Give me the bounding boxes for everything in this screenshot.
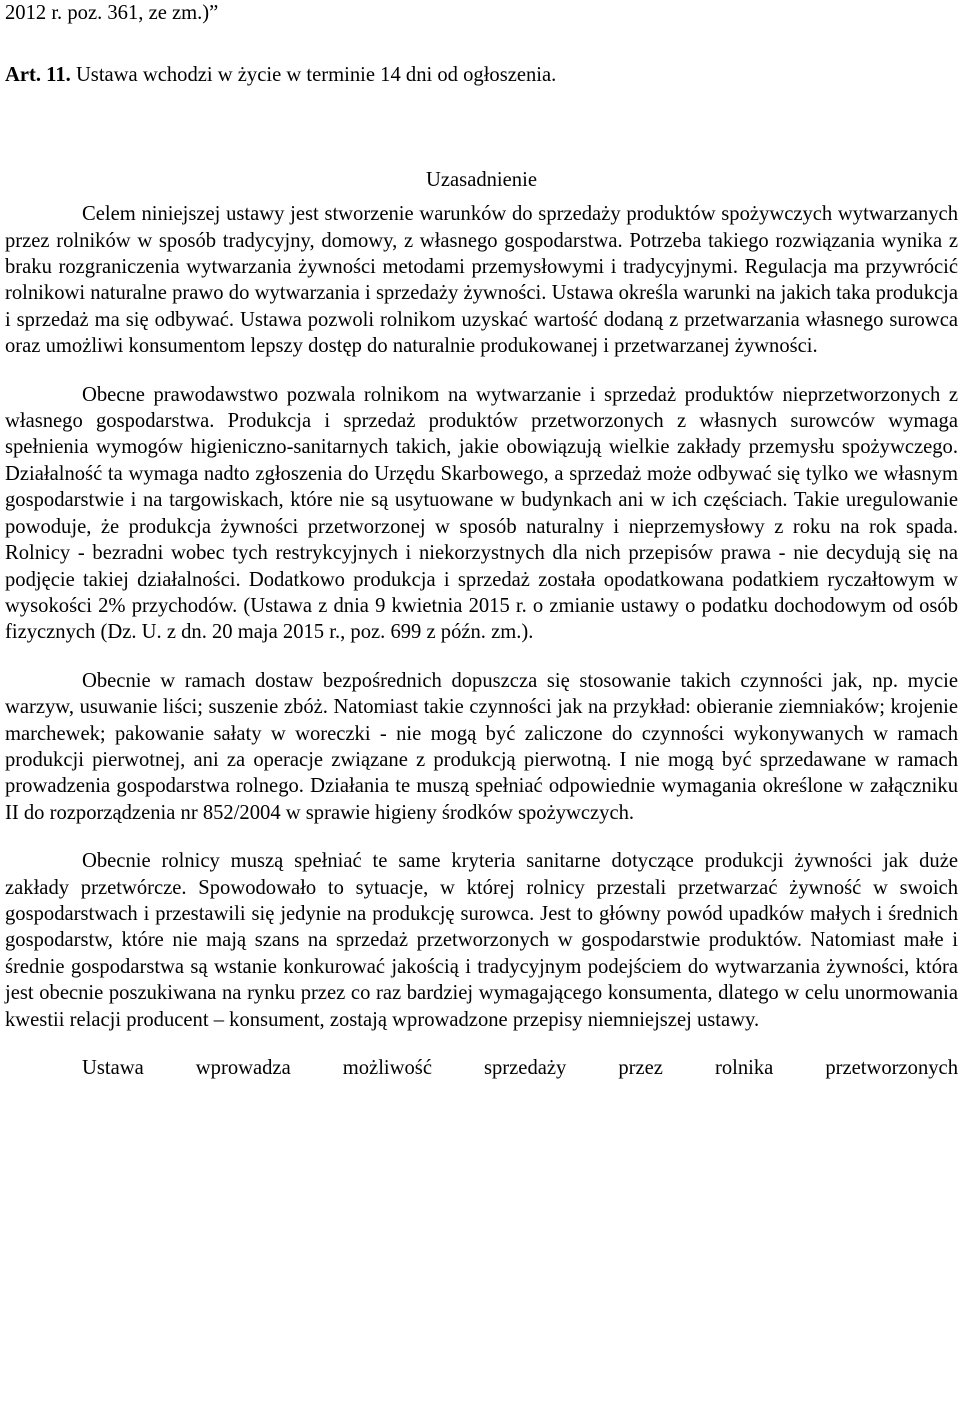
paragraph-current-law: Obecne prawodawstwo pozwala rolnikom na wytwarzanie i sprzedaż produktów nieprzetworzonych z własnego gospodarstwa. Produkcja i sprzedaż produktów przetworzonych z własnych surowców wymaga spełnienia wymogów higieniczno-sanitarnych takich, jakie obowiązują wielkie zakłady przemysłu spożywczego. Działalność ta wymaga nadto zgłoszenia do Urzędu Skarbowego, a sprzedaż może odbywać się tylko we własnym gospodarstwie i na targowiskach, które nie są usytuowane w budynkach ani w ich częściach. Takie uregulowanie powoduje, że produkcja żywności przetworzonej w sposób naturalny i nieprzemysłowy z roku na rok spada. Rolnicy - bezradni wobec tych restrykcyjnych i niekorzystnych dla nich przepisów prawa - nie decydują się na podjęcie takiej działalności. Dodatkowo produkcja i sprzedaż została opodatkowana podatkiem ryczałtowym w wysokości 2% przychodów. (Ustawa z dnia 9 kwietnia 2015 r. o zmianie ustawy o podatku dochodowym od osób fizycznych (Dz. U. z dn. 20 maja 2015 r., poz. 699 z późn. zm.). bbox=[5, 383, 958, 644]
paragraph-sanitary-criteria: Obecnie rolnicy muszą spełniać te same kryteria sanitarne dotyczące produkcji żywności jak duże zakłady przetwórcze. Spowodowało to sytuacje, w której rolnicy przestali przetwarzać żywność w swoich gospodarstwach i przestawili się jedynie na produkcję surowca. Jest to główny powód upadków małych i średnich gospodarstw, które nie mają szans na sprzedaż przetworzonych w gospodarstwie produktów. Natomiast małe i średnie gospodarstwa są wstanie konkurować jakością i tradycyjnym podejściem do wytwarzania żywności, która jest obecnie poszukiwana na rynku przez co raz bardziej wymagającego konsumenta, dlatego w celu unormowania kwestii relacji producent – konsument, zostają wprowadzone przepisy niemniejszej ustawy. bbox=[5, 850, 958, 1031]
paragraph-purpose: Celem niniejszej ustawy jest stworzenie warunków do sprzedaży produktów spożywczych wytwarzanych przez rolników w sposób tradycyjny, domowy, z własnego gospodarstwa. Potrzeba takiego rozwiązania wynika z braku rozgraniczenia wytwarzania żywności metodami przemysłowymi i tradycyjnymi. Regulacja ma przywrócić rolnikowi naturalne prawo do wytwarzania i sprzedaży żywności. Ustawa określa warunki na jakich taka produkcja i sprzedaż ma się odbywać. Ustawa pozwoli rolnikom uzyskać wartość dodaną z przetwarzania własnego surowca oraz umożliwi konsumentom lepszy dostęp do naturalnie produkowanej i przetwarzanej żywności. bbox=[5, 203, 958, 358]
section-heading: Uzasadnienie bbox=[426, 168, 537, 191]
previous-article-fragment: 2012 r. poz. 361, ze zm.)” bbox=[5, 2, 219, 24]
paragraph-direct-supply: Obecnie w ramach dostaw bezpośrednich dopuszcza się stosowanie takich czynności jak, np. mycie warzyw, usuwanie liści; suszenie zbóż. Natomiast takie czynności jak na przykład: obieranie ziemniaków; krojenie marchewek; pakowanie sałaty w woreczki - nie mogą być zaliczone do czynności wykonywanych w ramach produkcji pierwotnej, ani za operacje związane z produkcją pierwotną. I nie mogą być sprzedawane w ramach prowadzenia gospodarstwa rolnego. Działania te muszą spełniać odpowiednie wymagania określone w załączniku II do rozporządzenia nr 852/2004 w sprawie higieny środków spożywczych. bbox=[5, 669, 958, 824]
article-text: Ustawa wchodzi w życie w terminie 14 dni od ogłoszenia. bbox=[75, 64, 557, 87]
article-11 bbox=[5, 62, 958, 88]
article-label: Art. 11. bbox=[5, 64, 71, 87]
paragraph-introduction: Ustawa wprowadza możliwość sprzedaży przez rolnika przetworzonych bbox=[82, 1057, 958, 1079]
document-page bbox=[5, 0, 958, 1081]
